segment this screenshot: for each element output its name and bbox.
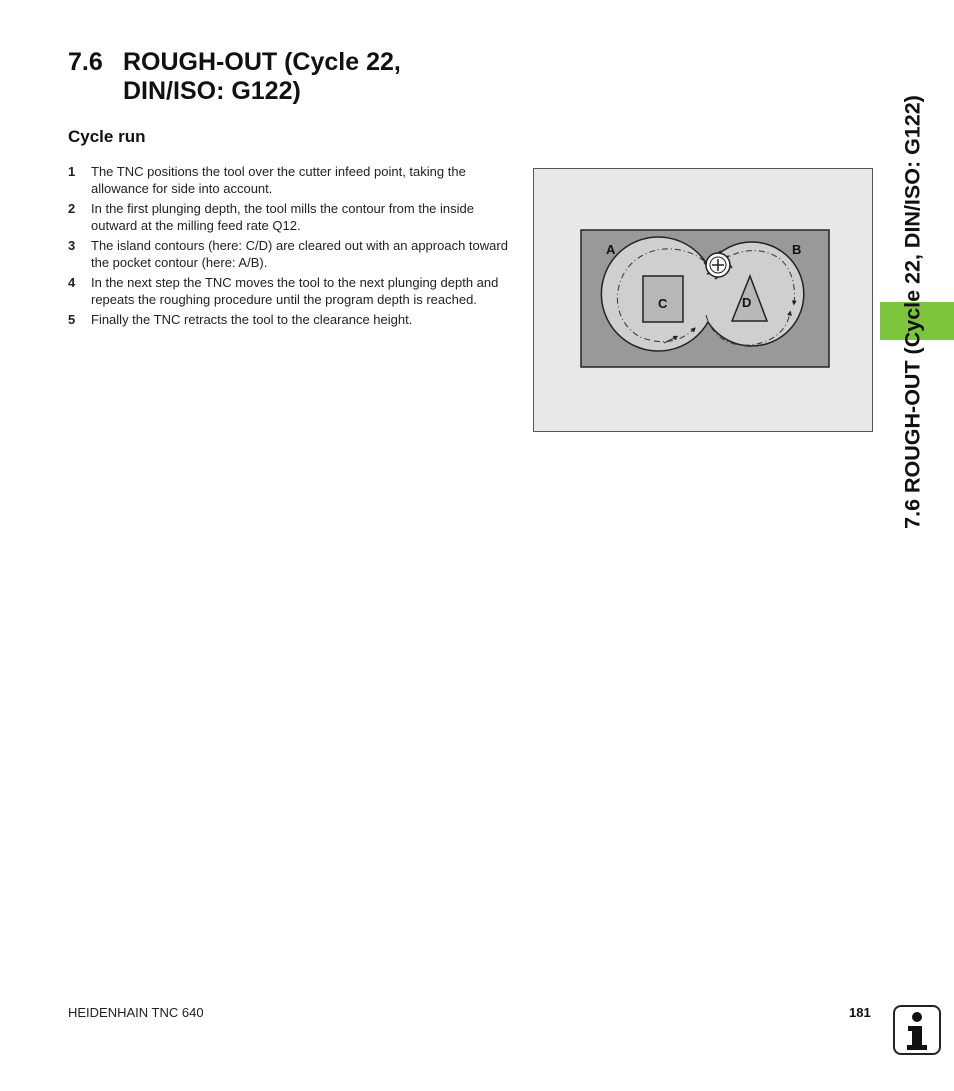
step-number: 1 bbox=[68, 164, 76, 179]
step-text: In the first plunging depth, the tool mills the contour from the inside outward at the milling feed rate Q12. bbox=[91, 201, 474, 233]
info-icon bbox=[893, 1005, 941, 1055]
section-heading: Cycle run bbox=[68, 127, 146, 146]
page-number: 181 bbox=[849, 1005, 871, 1020]
list-item bbox=[68, 312, 513, 329]
step-text: In the next step the TNC moves the tool to the next plunging depth and repeats the roughing procedure until the program depth is reached. bbox=[91, 275, 499, 307]
label-c: C bbox=[658, 296, 668, 311]
footer-product: HEIDENHAIN TNC 640 bbox=[68, 1005, 204, 1020]
chapter-number: 7.6 bbox=[68, 48, 103, 76]
step-number: 3 bbox=[68, 238, 76, 253]
list-item bbox=[68, 201, 513, 234]
step-number: 5 bbox=[68, 312, 76, 327]
list-item bbox=[68, 238, 513, 271]
step-number: 4 bbox=[68, 275, 76, 290]
side-chapter-title-text: 7.6 ROUGH-OUT (Cycle 22, DIN/ISO: G122) bbox=[900, 95, 925, 529]
step-number: 2 bbox=[68, 201, 76, 216]
label-d: D bbox=[742, 295, 752, 310]
step-text: The TNC positions the tool over the cutter infeed point, taking the allowance for side into account. bbox=[91, 164, 466, 196]
step-text: The island contours (here: C/D) are cleared out with an approach toward the pocket contour (here: A/B). bbox=[91, 238, 508, 270]
chapter-title-line-2: DIN/ISO: G122) bbox=[123, 77, 301, 105]
chapter-title-text bbox=[123, 48, 523, 106]
rough-out-figure bbox=[533, 168, 873, 432]
label-b: B bbox=[792, 242, 802, 257]
step-list bbox=[68, 164, 513, 333]
label-a: A bbox=[606, 242, 616, 257]
chapter-title-line-1: ROUGH-OUT (Cycle 22, bbox=[123, 48, 401, 76]
step-text: Finally the TNC retracts the tool to the clearance height. bbox=[91, 312, 413, 327]
contour-diagram bbox=[534, 169, 872, 431]
list-item bbox=[68, 275, 513, 308]
list-item bbox=[68, 164, 513, 197]
